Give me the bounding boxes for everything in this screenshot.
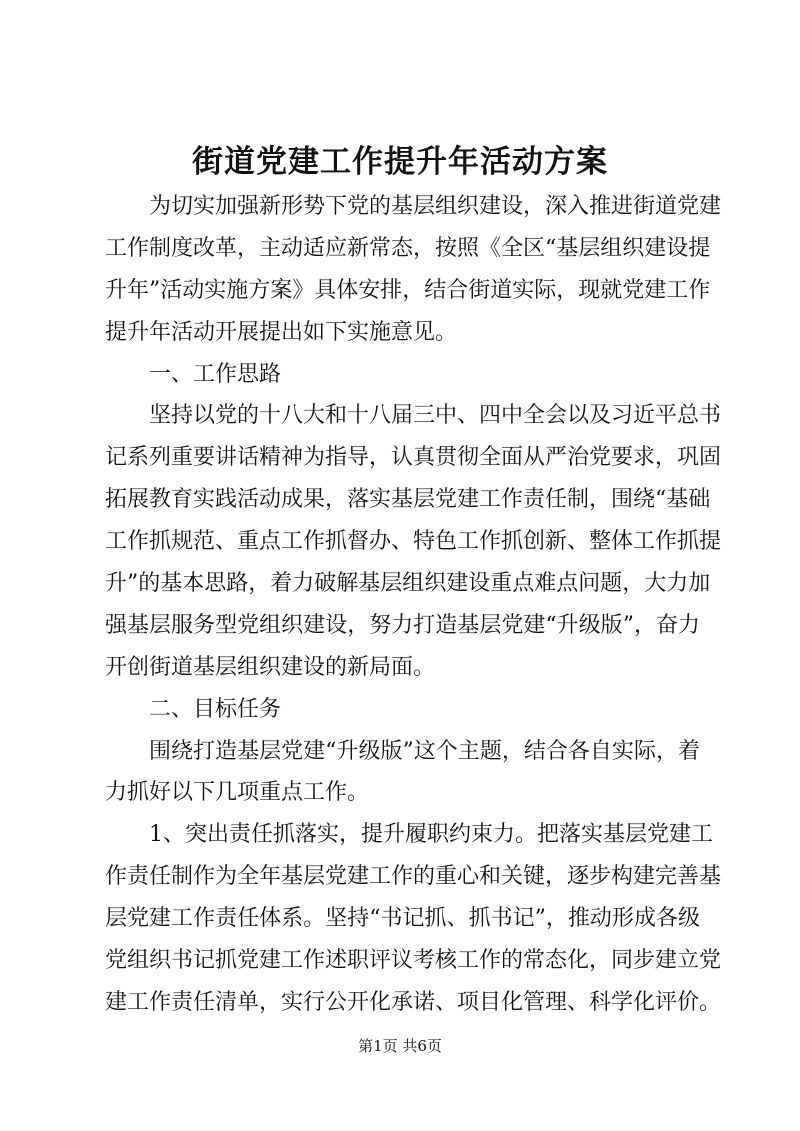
text-line: 提升年活动开展提出如下实施意见。 [105, 319, 458, 345]
text-line: 拓展教育实践活动成果，落实基层党建工作责任制，围绕“基础 [105, 487, 711, 513]
text-line: 工作抓规范、重点工作抓督办、特色工作抓创新、整体工作抓提 [105, 529, 722, 555]
document-title: 街道党建工作提升年活动方案 [192, 144, 608, 180]
text-line: 力抓好以下几项重点工作。 [105, 780, 370, 806]
text-line: 作责任制作为全年基层党建工作的重心和关键，逐步构建完善基 [105, 864, 722, 890]
text-line: 强基层服务型党组织建设，努力打造基层党建“升级版”，奋力 [105, 612, 700, 638]
text-line: 升”的基本思路，着力破解基层组织建设重点难点问题，大力加 [105, 571, 711, 597]
text-line: 工作制度改革，主动适应新常态，按照《全区“基层组织建设提 [105, 235, 711, 261]
text-line: 为切实加强新形势下党的基层组织建设，深入推进街道党建 [149, 194, 722, 219]
text-line: 党组织书记抓党建工作述职评议考核工作的常态化，同步建立党 [105, 948, 722, 974]
text-line: 升年”活动实施方案》具体安排，结合街道实际，现就党建工作 [105, 277, 711, 303]
text-line: 1、突出责任抓落实，提升履职约束力。把落实基层党建工 [149, 822, 713, 848]
document-body [105, 186, 722, 1024]
text-line: 坚持以党的十八大和十八届三中、四中全会以及习近平总书 [149, 403, 722, 429]
section-heading: 二、目标任务 [149, 696, 282, 722]
text-line: 开创街道基层组织建设的新局面。 [105, 654, 436, 680]
page-number: 第1页 共6页 [358, 1037, 442, 1055]
text-line: 记系列重要讲话精神为指导，认真贯彻全面从严治党要求，巩固 [105, 445, 722, 471]
text-line: 建工作责任清单，实行公开化承诺、项目化管理、科学化评价。 [105, 989, 722, 1015]
text-line: 层党建工作责任体系。坚持“书记抓、抓书记”，推动形成各级 [105, 906, 700, 932]
text-line: 围绕打造基层党建“升级版”这个主题，结合各自实际，着 [149, 738, 700, 764]
section-heading: 一、工作思路 [149, 361, 282, 387]
